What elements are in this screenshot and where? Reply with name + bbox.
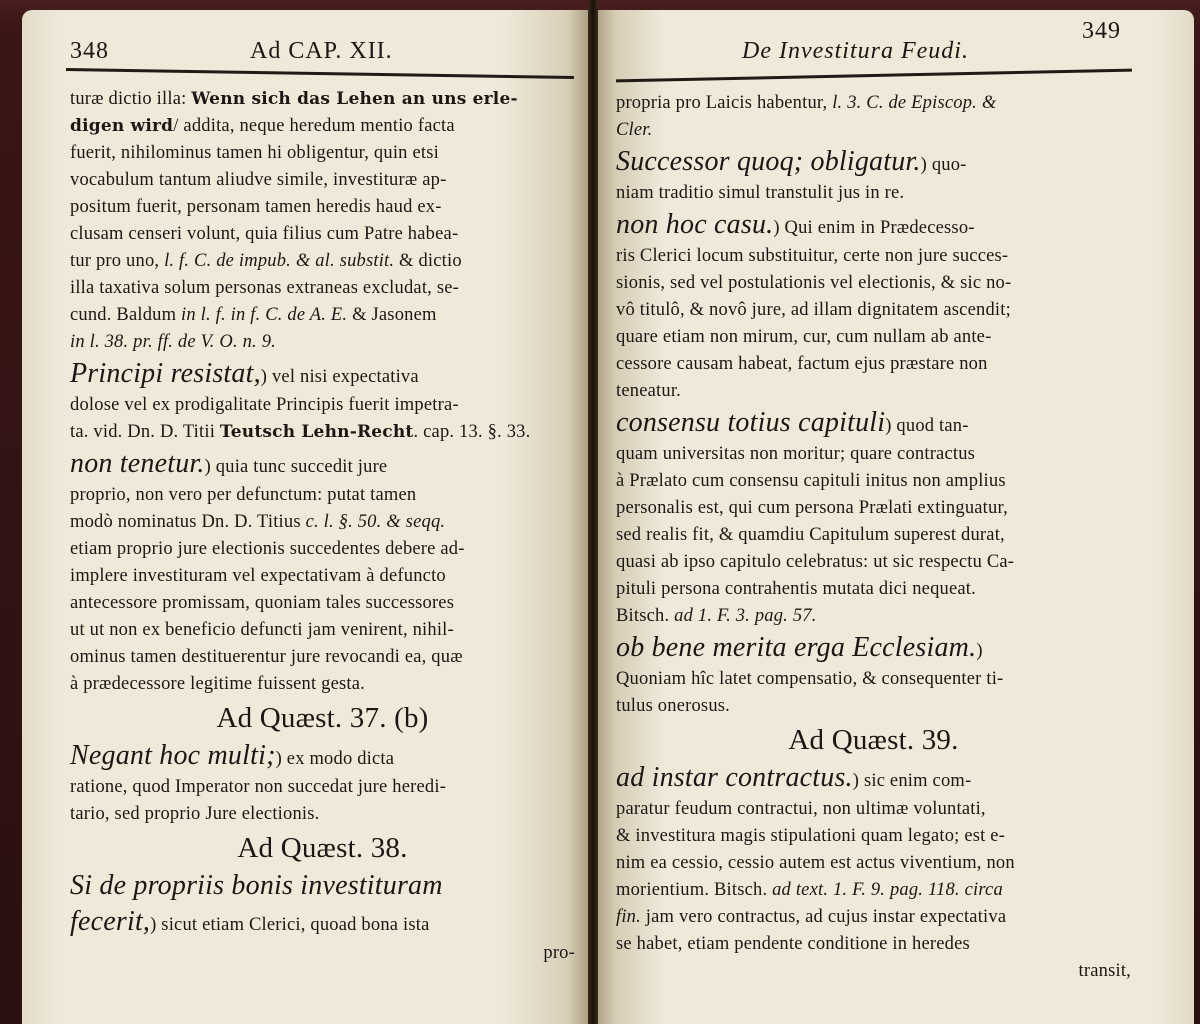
text-line <box>616 441 1131 468</box>
body-text: clusam censeri volunt, quia filius cum Patre habea- <box>70 224 459 244</box>
body-text: dolose vel ex prodigalitate Principis fuerit impetra- <box>70 395 459 415</box>
body-text: pituli persona contrahentis mutata dici nequeat. <box>616 579 976 599</box>
body-text: ominus tamen destituerentur jure revocandi ea, quæ <box>70 647 463 667</box>
text-line <box>616 904 1131 931</box>
lemma-text: fecerit, <box>70 906 151 937</box>
body-text: ) sic enim com- <box>852 771 972 791</box>
citation-text: c. l. §. 50. & seqq. <box>305 512 446 532</box>
text-line <box>616 270 1131 297</box>
text-line <box>616 297 1131 324</box>
body-text: niam traditio simul transtulit jus in re. <box>616 183 905 203</box>
text-line <box>616 877 1131 904</box>
section-heading <box>616 720 1131 760</box>
text-line <box>616 351 1131 378</box>
text-line <box>70 868 575 904</box>
lemma-text: non hoc casu. <box>616 209 774 240</box>
body-text: ) quo- <box>920 155 967 175</box>
text-line <box>616 958 1131 985</box>
text-line <box>616 405 1131 441</box>
text-line <box>616 693 1131 720</box>
text-line <box>70 904 575 940</box>
body-text: & Jasonem <box>347 305 437 325</box>
text-line <box>70 671 575 698</box>
text-line <box>616 117 1131 144</box>
citation-text: ad text. 1. F. 9. pag. 118. circa <box>772 880 1003 900</box>
body-text: tario, sed proprio Jure electionis. <box>70 804 320 824</box>
citation-text: in l. f. in f. C. de A. E. <box>181 305 348 325</box>
body-text: sionis, sed vel postulationis vel electionis, & sic no- <box>616 273 1012 293</box>
text-line <box>616 760 1131 796</box>
lemma-text: consensu totius capituli <box>616 407 886 438</box>
body-text: ta. vid. Dn. D. Titii <box>70 422 220 442</box>
body-text: ) Qui enim in Prædecesso- <box>773 218 975 238</box>
text-line <box>616 243 1131 270</box>
body-text: ) vel nisi expectativa <box>260 367 419 387</box>
text-line <box>616 324 1131 351</box>
left-page <box>22 10 590 1024</box>
body-text: ) <box>976 641 983 661</box>
text-line <box>616 468 1131 495</box>
header-rule-left <box>66 68 574 79</box>
text-line <box>616 630 1131 666</box>
text-line <box>616 576 1131 603</box>
lemma-text: Si de propriis bonis investituram <box>70 870 443 901</box>
text-line <box>616 549 1131 576</box>
text-line <box>616 90 1131 117</box>
text-line <box>616 180 1131 207</box>
text-line <box>616 378 1131 405</box>
running-head-left: Ad CAP. XII. <box>250 38 393 64</box>
text-line <box>70 356 575 392</box>
body-text: Ad Quæst. 38. <box>237 832 408 864</box>
text-line <box>70 86 575 113</box>
body-text: digen wird <box>70 116 174 136</box>
citation-text: fin. <box>616 907 641 927</box>
right-page-text <box>616 90 1131 985</box>
text-line <box>616 144 1131 180</box>
body-text: tulus onerosus. <box>616 696 730 716</box>
body-text: proprio, non vero per defunctum: putat tamen <box>70 485 417 505</box>
text-line <box>70 509 575 536</box>
text-line <box>616 207 1131 243</box>
body-text: quam universitas non moritur; quare contractus <box>616 444 976 464</box>
text-line <box>70 940 575 967</box>
citation-text: ad 1. F. 3. pag. 57. <box>674 606 817 626</box>
body-text: fuerit, nihilominus tamen hi obligentur, quin etsi <box>70 143 439 163</box>
text-line <box>616 522 1131 549</box>
text-line <box>70 644 575 671</box>
body-text: . cap. 13. §. 33. <box>413 422 531 442</box>
section-heading <box>70 828 575 868</box>
body-text: implere investituram vel expectativam à defuncto <box>70 566 446 586</box>
text-line <box>70 113 575 140</box>
running-head-right: De Investitura Feudi. <box>742 38 969 64</box>
citation-text: in l. 38. pr. ff. de V. O. n. 9. <box>70 332 276 352</box>
body-text: vô titulô, & novô jure, ad illam dignitatem ascendit; <box>616 300 1011 320</box>
text-line <box>70 774 575 801</box>
body-text: ) quia tunc succedit jure <box>204 457 388 477</box>
body-text: Teutsch Lehn-Recht <box>219 422 414 442</box>
body-text: se habet, etiam pendente conditione in heredes <box>616 934 970 954</box>
lemma-text: Negant hoc multi; <box>70 740 276 771</box>
text-line <box>616 495 1131 522</box>
body-text: Wenn sich das Lehen an uns erle- <box>191 89 518 109</box>
body-text: Quoniam hîc latet compensatio, & consequenter ti- <box>616 669 1004 689</box>
body-text: ratione, quod Imperator non succedat jure heredi- <box>70 777 447 797</box>
text-line <box>70 563 575 590</box>
right-page <box>594 10 1194 1024</box>
text-line <box>70 482 575 509</box>
body-text: cund. Baldum <box>70 305 182 325</box>
lemma-text: Principi resistat, <box>70 358 261 389</box>
text-line <box>70 194 575 221</box>
body-text: quare etiam non mirum, cur, cum nullam ab ante- <box>616 327 992 347</box>
body-text: & investitura magis stipulationi quam legato; est e- <box>616 826 1006 846</box>
text-line <box>70 590 575 617</box>
body-text: propria pro Laicis habentur, <box>616 93 833 113</box>
text-line <box>70 140 575 167</box>
body-text: ris Clerici locum substituitur, certe non jure succes- <box>616 246 1009 266</box>
text-line <box>70 275 575 302</box>
body-text: ut ut non ex beneficio defuncti jam venirent, nihil- <box>70 620 454 640</box>
body-text: pro- <box>543 943 575 963</box>
text-line <box>616 823 1131 850</box>
body-text: ) quod tan- <box>885 416 969 436</box>
lemma-text: non tenetur. <box>70 448 205 479</box>
page-number-right: 349 <box>1082 18 1121 44</box>
body-text: Bitsch. <box>616 606 675 626</box>
body-text: teneatur. <box>616 381 681 401</box>
text-line <box>70 419 575 446</box>
text-line <box>70 392 575 419</box>
body-text: Ad Quæst. 37. (b) <box>216 702 429 734</box>
text-line <box>616 666 1131 693</box>
body-text: cessore causam habeat, factum ejus præstare non <box>616 354 988 374</box>
text-line <box>70 221 575 248</box>
citation-text: Cler. <box>616 120 653 140</box>
body-text: modò nominatus Dn. D. Titius <box>70 512 306 532</box>
text-line <box>70 738 575 774</box>
body-text: / addita, neque heredum mentio facta <box>173 116 455 136</box>
body-text: positum fuerit, personam tamen heredis haud ex- <box>70 197 442 217</box>
text-line <box>70 329 575 356</box>
body-text: tur pro uno, <box>70 251 165 271</box>
body-text: etiam proprio jure electionis succedentes debere ad- <box>70 539 465 559</box>
citation-text: l. f. C. de impub. & al. substit. <box>164 251 395 271</box>
text-line <box>70 302 575 329</box>
text-line <box>616 603 1131 630</box>
text-line <box>616 796 1131 823</box>
book-gutter <box>588 0 598 1024</box>
left-page-text <box>70 86 575 967</box>
body-text: nim ea cessio, cessio autem est actus viventium, non <box>616 853 1015 873</box>
body-text: transit, <box>1078 961 1131 981</box>
body-text: paratur feudum contractui, non ultimæ voluntati, <box>616 799 986 819</box>
text-line <box>70 167 575 194</box>
body-text: & dictio <box>394 251 462 271</box>
body-text: sed realis fit, & quamdiu Capitulum superest durat, <box>616 525 1005 545</box>
body-text: Ad Quæst. 39. <box>788 724 959 756</box>
body-text: ) ex modo dicta <box>275 749 395 769</box>
body-text: turæ dictio illa: <box>70 89 192 109</box>
lemma-text: Successor quoq; obligatur. <box>616 146 921 177</box>
text-line <box>616 931 1131 958</box>
body-text: personalis est, qui cum persona Prælati extinguatur, <box>616 498 1008 518</box>
section-heading <box>70 698 575 738</box>
text-line <box>616 850 1131 877</box>
header-rule-right <box>616 69 1132 83</box>
body-text: morientium. Bitsch. <box>616 880 773 900</box>
page-number-left: 348 <box>70 38 109 64</box>
lemma-text: ob bene merita erga Ecclesiam. <box>616 632 977 663</box>
citation-text: l. 3. C. de Episcop. & <box>832 93 997 113</box>
lemma-text: ad instar contractus. <box>616 762 853 793</box>
body-text: jam vero contractus, ad cujus instar expectativa <box>640 907 1007 927</box>
body-text: quasi ab ipso capitulo celebratus: ut sic respectu Ca- <box>616 552 1015 572</box>
text-line <box>70 617 575 644</box>
body-text: vocabulum tantum aliudve simile, investituræ ap- <box>70 170 447 190</box>
body-text: à Prælato cum consensu capituli initus non amplius <box>616 471 1006 491</box>
text-line <box>70 446 575 482</box>
text-line <box>70 801 575 828</box>
body-text: à prædecessore legitime fuissent gesta. <box>70 674 365 694</box>
body-text: illa taxativa solum personas extraneas excludat, se- <box>70 278 459 298</box>
text-line <box>70 536 575 563</box>
body-text: antecessore promissam, quoniam tales successores <box>70 593 455 613</box>
body-text: ) sicut etiam Clerici, quoad bona ista <box>150 915 430 935</box>
text-line <box>70 248 575 275</box>
